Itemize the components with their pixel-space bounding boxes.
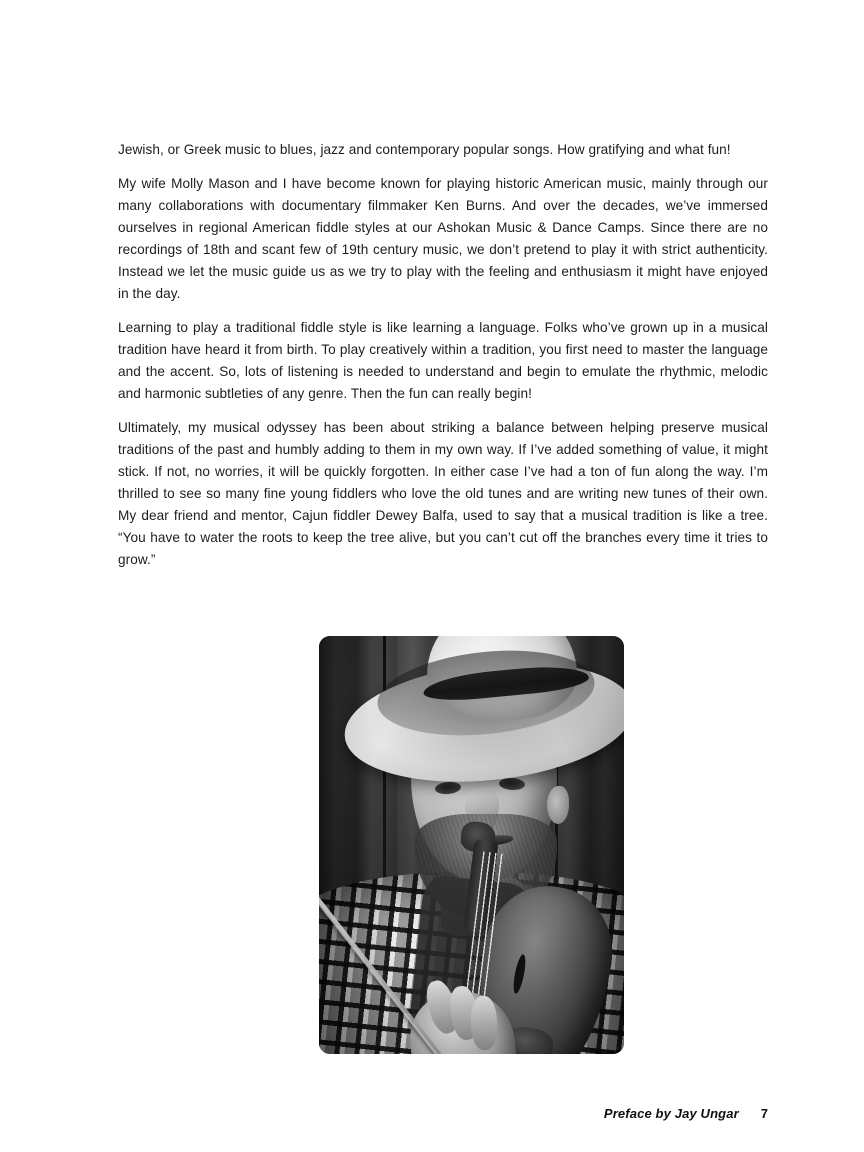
footer-attribution: Preface by Jay Ungar <box>603 1106 739 1121</box>
body-text-column <box>118 139 768 571</box>
author-photo-image <box>319 636 624 1054</box>
page-footer <box>0 1106 768 1121</box>
page-number: 7 <box>760 1106 768 1121</box>
ear <box>547 786 569 824</box>
paragraph: Jewish, or Greek music to blues, jazz and contemporary popular songs. How gratifying and what fun! <box>118 142 731 157</box>
paragraph: Ultimately, my musical odyssey has been about striking a balance between helping preserve musical traditions of the past and humbly adding to them in my own way. If I’ve added something of value, it might stick. If not, no worries, it will be quickly forgotten. In either case I’ve had a ton of fun along the way. I’m thrilled to see so many fine young fiddlers who love the old tunes and are writing new tunes of their own. My dear friend and mentor, Cajun fiddler Dewey Balfa, used to say that a musical tradition is like a tree. “You have to water the roots to keep the tree alive, but you can’t cut off the branches every time it tries to grow.” <box>118 420 768 567</box>
paragraph: Learning to play a traditional fiddle style is like learning a language. Folks who’ve grown up in a musical tradition have heard it from birth. To play creatively within a tradition, you first need to master the language and the accent. So, lots of listening is needed to understand and begin to emulate the rhythmic, melodic and harmonic subtleties of any genre. Then the fun can really begin! <box>118 320 768 401</box>
finger <box>470 996 498 1051</box>
paragraph: My wife Molly Mason and I have become known for playing historic American music, mainly through our many collaborations with documentary filmmaker Ken Burns. And over the decades, we’ve immersed ourselves in regional American fiddle styles at our Ashokan Music & Dance Camps. Since there are no recordings of 18th and scant few of 19th century music, we don’t pretend to play it with strict authenticity. Instead we let the music guide us as we try to play with the feeling and enthusiasm it might have enjoyed in the day. <box>118 176 768 301</box>
author-photo <box>319 636 624 1054</box>
